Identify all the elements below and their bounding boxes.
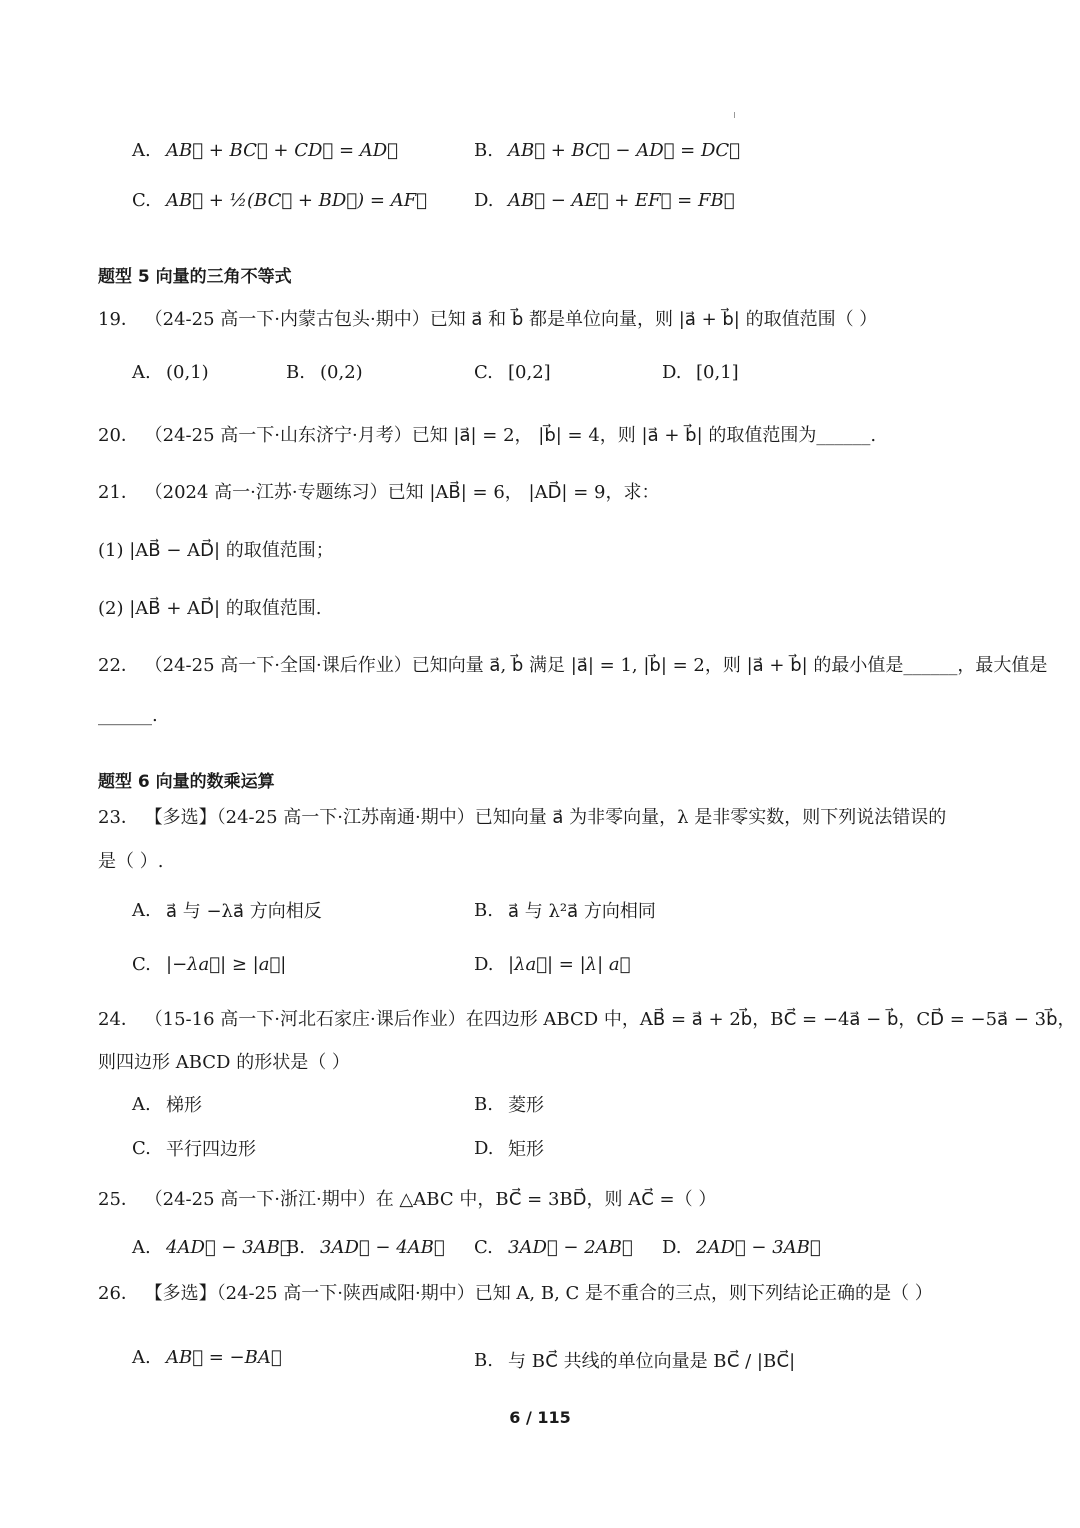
question-23 xyxy=(98,803,946,829)
section-heading-5: 题型 5 向量的三角不等式 xyxy=(98,267,292,287)
option-label: B. xyxy=(286,362,305,383)
option-label: D. xyxy=(474,954,494,975)
question-number: 22． xyxy=(98,655,139,676)
option-label: C. xyxy=(474,362,493,383)
option-expr: 梯形 xyxy=(166,1095,202,1116)
option-expr: [0,1] xyxy=(696,362,739,383)
question-number: 23． xyxy=(98,807,139,828)
option-label: B. xyxy=(474,140,493,161)
option-expr: 3AD⃗ − 4AB⃗ xyxy=(320,1237,445,1258)
question-25 xyxy=(98,1185,716,1211)
q24-continuation: 则四边形 ABCD 的形状是（ ） xyxy=(98,1052,350,1073)
option-label: A. xyxy=(132,1347,151,1368)
q24-option-c xyxy=(132,1135,256,1161)
question-text: （24-25 高一下·浙江·期中）在 △ABC 中，BC⃗ = 3BD⃗，则 AC⃗ =（ ） xyxy=(144,1189,717,1210)
option-expr: AB⃗ + BC⃗ − AD⃗ = DC⃗ xyxy=(508,140,740,161)
q25-option-d xyxy=(662,1237,821,1258)
q18-option-b xyxy=(474,140,740,161)
option-expr: 3AD⃗ − 2AB⃗ xyxy=(508,1237,633,1258)
question-text: 【多选】（24-25 高一下·江苏南通·期中）已知向量 a⃗ 为非零向量，λ 是非零实数，则下列说法错误的 xyxy=(144,807,947,828)
question-text: （2024 高一·江苏·专题练习）已知 |AB⃗| = 6， |AD⃗| = 9，求： xyxy=(144,482,660,503)
q23-option-c xyxy=(132,954,286,975)
question-number: 20． xyxy=(98,425,139,446)
option-label: C. xyxy=(132,954,151,975)
q25-option-b xyxy=(286,1237,445,1258)
option-expr: 矩形 xyxy=(508,1139,544,1160)
q26-option-b xyxy=(474,1347,795,1373)
question-text: （24-25 高一下·全国·课后作业）已知向量 a⃗, b⃗ 满足 |a⃗| = 1, |b⃗| = 2，则 |a⃗ + b⃗| 的最小值是______，最大值是 xyxy=(144,655,1048,676)
option-expr: AB⃗ − AE⃗ + EF⃗ = FB⃗ xyxy=(508,190,735,211)
scan-mark xyxy=(734,112,735,118)
option-label: D. xyxy=(474,190,494,211)
option-expr: |−λa⃗| ≥ |a⃗| xyxy=(166,954,287,975)
option-expr: a⃗ 与 λ²a⃗ 方向相同 xyxy=(508,901,656,922)
q23-option-d xyxy=(474,954,630,975)
q19-option-b xyxy=(286,362,363,383)
question-19 xyxy=(98,305,877,331)
question-text: （24-25 高一下·内蒙古包头·期中）已知 a⃗ 和 b⃗ 都是单位向量，则 |a⃗ + b⃗| 的取值范围（ ） xyxy=(144,309,878,330)
q19-option-a xyxy=(132,362,209,383)
q21-part-2: (2) |AB⃗ + AD⃗| 的取值范围. xyxy=(98,598,322,619)
question-text: （15-16 高一下·河北石家庄·课后作业）在四边形 ABCD 中，AB⃗ = a⃗ + 2b⃗，BC⃗ = −4a⃗ − b⃗，CD⃗ = −5a⃗ − 3b⃗， xyxy=(144,1009,1076,1030)
option-expr: AB⃗ = −BA⃗ xyxy=(166,1347,282,1368)
option-expr: (0,2) xyxy=(320,362,363,383)
q19-option-d xyxy=(662,362,739,383)
option-expr: 平行四边形 xyxy=(166,1139,256,1160)
option-expr: AB⃗ + BC⃗ + CD⃗ = AD⃗ xyxy=(166,140,398,161)
option-expr: 与 BC⃗ 共线的单位向量是 BC⃗ / |BC⃗| xyxy=(508,1351,796,1372)
q25-option-c xyxy=(474,1237,633,1258)
option-expr: 2AD⃗ − 3AB⃗ xyxy=(696,1237,821,1258)
option-label: A. xyxy=(132,1237,151,1258)
question-26 xyxy=(98,1279,933,1305)
q22-continuation: ______. xyxy=(98,705,158,726)
q24-option-a xyxy=(132,1091,202,1117)
question-text: （24-25 高一下·山东济宁·月考）已知 |a⃗| = 2， |b⃗| = 4，则 |a⃗ + b⃗| 的取值范围为______. xyxy=(144,425,877,446)
q23-option-a xyxy=(132,897,322,923)
q19-option-c xyxy=(474,362,551,383)
option-label: A. xyxy=(132,1093,151,1115)
question-number: 19． xyxy=(98,309,139,330)
q18-option-a xyxy=(132,140,398,161)
option-expr: (0,1) xyxy=(166,362,209,383)
q24-option-d xyxy=(474,1135,544,1161)
option-label: D. xyxy=(662,362,682,383)
option-expr: |λa⃗| = |λ| a⃗ xyxy=(508,954,631,975)
question-number: 25． xyxy=(98,1189,139,1210)
option-expr: 菱形 xyxy=(508,1095,544,1116)
option-label: B. xyxy=(286,1237,305,1258)
q23-option-b xyxy=(474,897,656,923)
option-label: D. xyxy=(474,1137,494,1159)
q24-option-b xyxy=(474,1091,544,1117)
question-20 xyxy=(98,421,876,447)
option-label: C. xyxy=(132,1137,151,1159)
option-label: B. xyxy=(474,899,493,921)
question-22 xyxy=(98,651,1047,677)
option-expr: [0,2] xyxy=(508,362,551,383)
section-heading-6: 题型 6 向量的数乘运算 xyxy=(98,772,275,792)
q21-part-1: (1) |AB⃗ − AD⃗| 的取值范围； xyxy=(98,540,334,561)
question-number: 26． xyxy=(98,1283,139,1304)
question-24 xyxy=(98,1005,1076,1031)
option-label: C. xyxy=(132,190,151,211)
q26-option-a xyxy=(132,1347,282,1368)
option-label: B. xyxy=(474,1093,493,1115)
question-text: 【多选】（24-25 高一下·陕西咸阳·期中）已知 A, B, C 是不重合的三点，则下列结论正确的是（ ） xyxy=(144,1283,933,1304)
option-label: A. xyxy=(132,362,151,383)
option-expr: AB⃗ + ½(BC⃗ + BD⃗) = AF⃗ xyxy=(166,190,427,211)
option-expr: a⃗ 与 −λa⃗ 方向相反 xyxy=(166,901,322,922)
question-number: 24． xyxy=(98,1009,139,1030)
option-expr: 4AD⃗ − 3AB⃗ xyxy=(166,1237,291,1258)
q18-option-d xyxy=(474,190,735,211)
q25-option-a xyxy=(132,1237,291,1258)
question-21 xyxy=(98,478,659,504)
option-label: B. xyxy=(474,1349,493,1371)
q23-continuation: 是（ ）. xyxy=(98,851,164,872)
option-label: A. xyxy=(132,140,151,161)
question-number: 21． xyxy=(98,482,139,503)
q18-option-c xyxy=(132,190,427,211)
option-label: A. xyxy=(132,899,151,921)
option-label: C. xyxy=(474,1237,493,1258)
option-label: D. xyxy=(662,1237,682,1258)
page-number: 6 / 115 xyxy=(509,1408,571,1427)
